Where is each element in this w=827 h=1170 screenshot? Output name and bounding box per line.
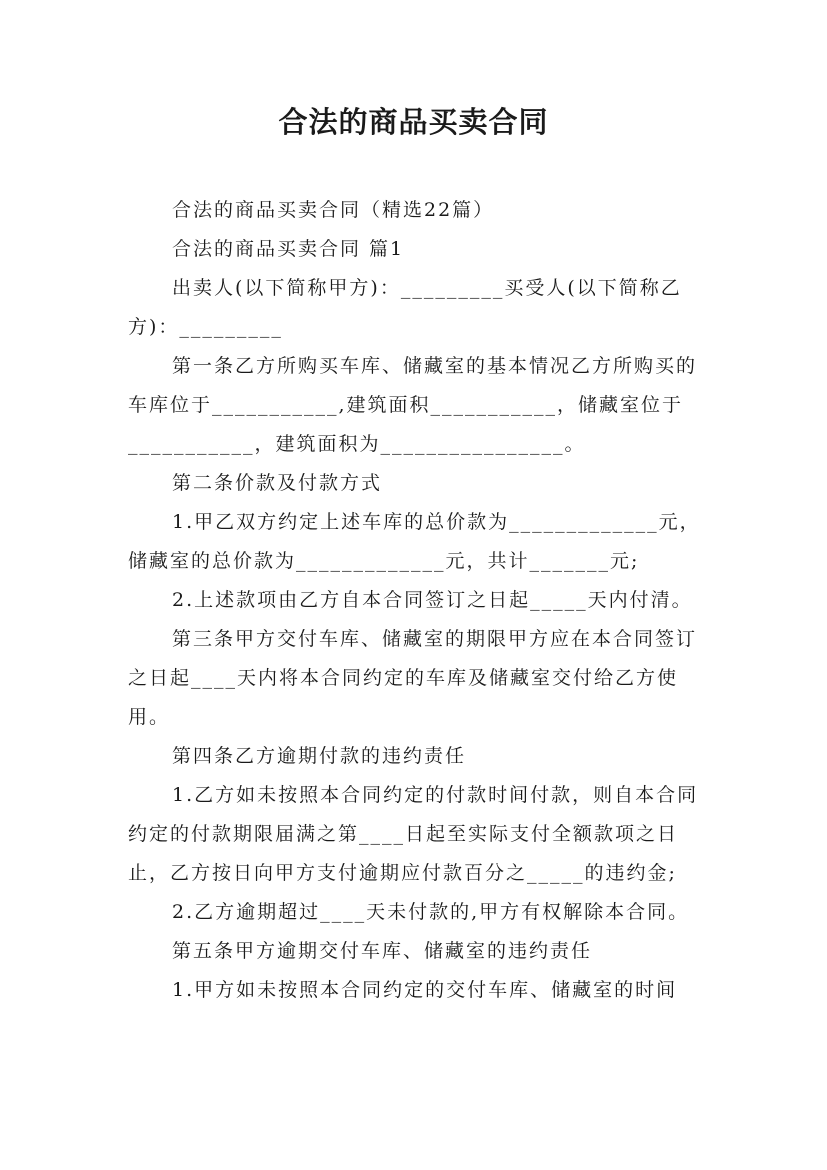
paragraph-article-5-item-1: 1.甲方如未按照本合同约定的交付车库、储藏室的时间: [172, 979, 678, 1001]
paragraph-article-2-item-2: 2.上述款项由乙方自本合同签订之日起_____天内付清。: [172, 589, 693, 611]
paragraph-section-heading: 合法的商品买卖合同 篇1: [172, 238, 405, 260]
paragraph-article-2-heading: 第二条价款及付款方式: [172, 472, 383, 494]
paragraph-article-4-item-1: 1.乙方如未按照本合同约定的付款时间付款，则自本合同约定的付款期限届满之第____日起至实际支付全额款项之日止，乙方按日向甲方支付逾期应付款百分之_____的违约金;: [128, 784, 699, 884]
paragraph-article-1: 第一条乙方所购买车库、储藏室的基本情况乙方所购买的车库位于___________,建筑面积___________，储藏室位于___________，建筑面积为________________。: [128, 355, 698, 455]
document-body: [128, 191, 708, 1010]
document-title: 合法的商品买卖合同: [278, 105, 549, 139]
paragraph-subtitle: 合法的商品买卖合同（精选22篇）: [172, 199, 495, 221]
paragraph-article-5-heading: 第五条甲方逾期交付车库、储藏室的违约责任: [172, 940, 593, 962]
paragraph-article-4-heading: 第四条乙方逾期付款的违约责任: [172, 745, 467, 767]
paragraph-parties: 出卖人(以下简称甲方)：_________买受人(以下简称乙方)：_________: [128, 277, 682, 338]
paragraph-article-4-item-2: 2.乙方逾期超过____天未付款的,甲方有权解除本合同。: [172, 901, 690, 923]
paragraph-article-3: 第三条甲方交付车库、储藏室的期限甲方应在本合同签订之日起____天内将本合同约定的车库及储藏室交付给乙方使用。: [128, 628, 698, 728]
paragraph-article-2-item-1: 1.甲乙双方约定上述车库的总价款为_____________元，储藏室的总价款为_____________元，共计_______元;: [128, 511, 701, 572]
